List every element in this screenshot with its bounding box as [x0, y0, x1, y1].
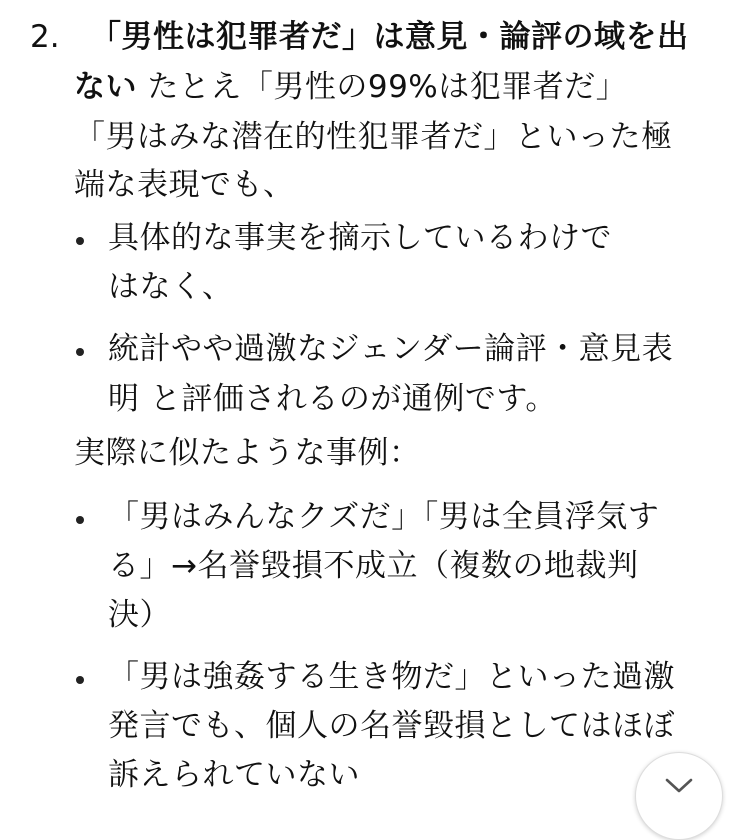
- bullet-text-line: る」→名誉毀損不成立（複数の地裁判: [108, 548, 639, 584]
- chevron-down-icon: [664, 777, 694, 795]
- bullet-dot: [76, 676, 84, 684]
- bullet-text-line: 決）: [108, 597, 171, 633]
- bullet-text-line: 具体的な事実を摘示しているわけで: [108, 220, 612, 256]
- item-heading-line-2: [74, 69, 628, 105]
- bullet-text-line: はなく、: [108, 269, 234, 305]
- item-text-start: たとえ「男性の99%は犯罪者だ」: [137, 69, 628, 105]
- bullet-dot: [76, 237, 84, 245]
- item-text-line-3: 「男はみな潜在的性犯罪者だ」といった極: [74, 119, 673, 155]
- item-heading-line-1: 「男性は犯罪者だ」は意見・論評の域を出: [90, 19, 689, 55]
- bullet-text-line: 訴えられていない: [108, 757, 360, 793]
- item-text-line-4: 端な表現でも、: [74, 167, 295, 203]
- bullet-dot: [76, 516, 84, 524]
- list-number: 2.: [30, 19, 60, 55]
- bullet-text-line: 統計やや過激なジェンダー論評・意見表: [108, 331, 674, 367]
- bullet-text-line: 「男は強姦する生き物だ」といった過激: [108, 659, 675, 695]
- bullet-text-line: 明 と評価されるのが通例です。: [108, 381, 557, 417]
- scroll-down-button[interactable]: [635, 752, 723, 840]
- examples-heading: 実際に似たような事例：: [74, 435, 421, 471]
- bullet-dot: [76, 348, 84, 356]
- bullet-text-line: 発言でも、個人の名誉毀損としてはほぼ: [108, 708, 675, 744]
- item-heading-end: ない: [74, 69, 137, 105]
- bullet-text-line: 「男はみんなクズだ」「男は全員浮気す: [108, 499, 660, 535]
